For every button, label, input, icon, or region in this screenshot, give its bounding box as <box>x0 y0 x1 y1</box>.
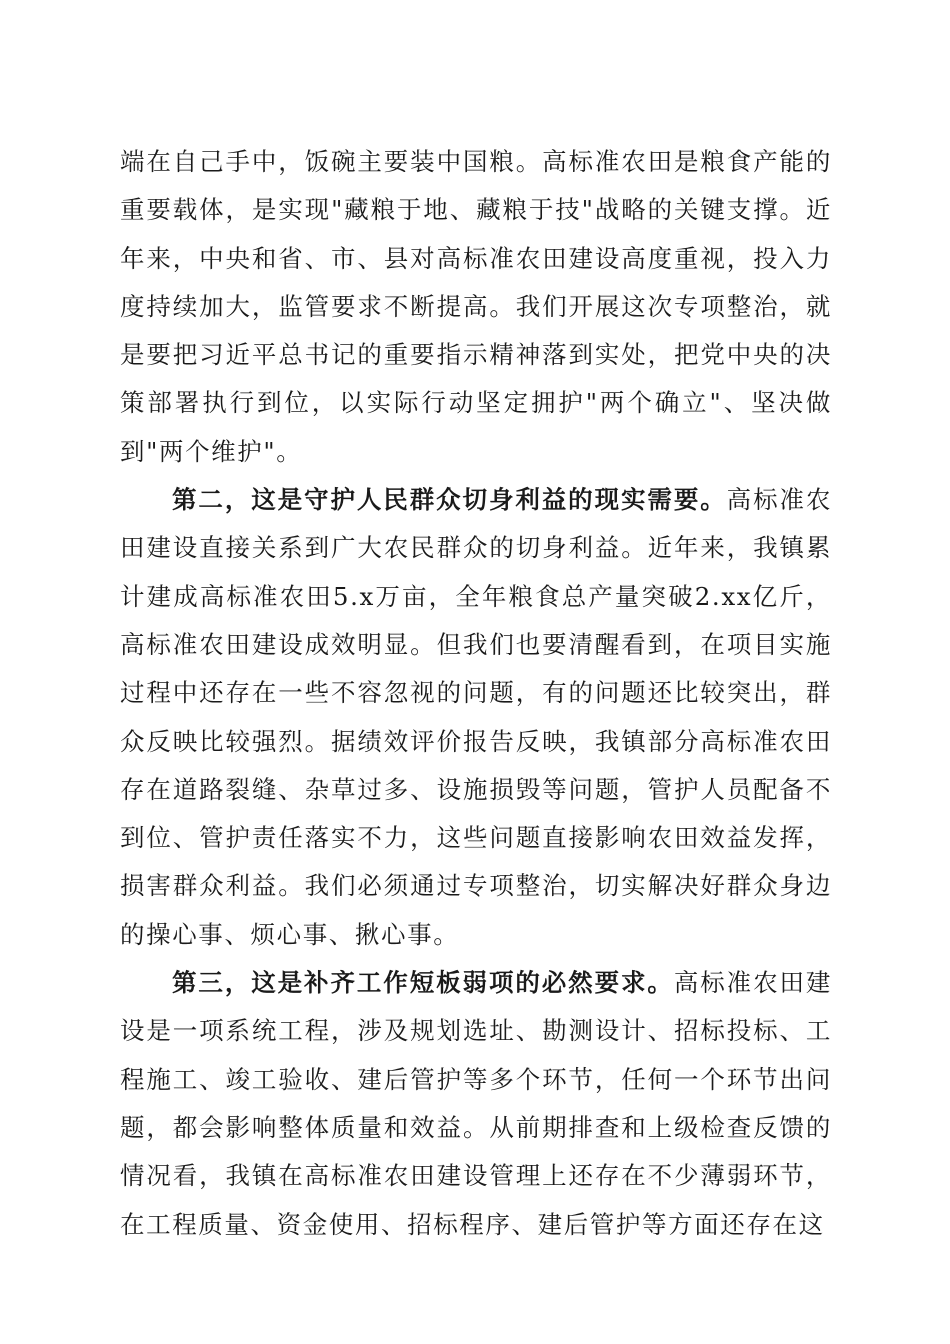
paragraph-second-point <box>120 476 832 959</box>
paragraph-continuation <box>120 138 832 476</box>
paragraph-third-point <box>120 959 832 1249</box>
paragraph-lead: 第三，这是补齐工作短板弱项的必然要求。 <box>172 968 674 998</box>
document-body <box>120 138 832 1249</box>
paragraph-text: 高标准农田建设直接关系到广大农民群众的切身利益。近年来，我镇累计建成高标准农田5.x万亩，全年粮食总产量突破2.xx亿斤，高标准农田建设成效明显。但我们也要清醒看到，在项目实施过程中还存在一些不容忽视的问题，有的问题还比较突出，群众反映比较强烈。据绩效评价报告反映，我镇部分高标准农田存在道路裂缝、杂草过多、设施损毁等问题，管护人员配备不到位、管护责任落实不力，这些问题直接影响农田效益发挥，损害群众利益。我们必须通过专项整治，切实解决好群众身边的操心事、烦心事、揪心事。 <box>120 485 832 949</box>
paragraph-lead: 第二，这是守护人民群众切身利益的现实需要。 <box>172 485 727 515</box>
paragraph-text: 高标准农田建设是一项系统工程，涉及规划选址、勘测设计、招标投标、工程施工、竣工验收、建后管护等多个环节，任何一个环节出问题，都会影响整体质量和效益。从前期排查和上级检查反馈的情况看，我镇在高标准农田建设管理上还存在不少薄弱环节，在工程质量、资金使用、招标程序、建后管护等方面还存在这 <box>120 968 832 1239</box>
paragraph-text: 端在自己手中，饭碗主要装中国粮。高标准农田是粮食产能的重要载体，是实现"藏粮于地、藏粮于技"战略的关键支撑。近年来，中央和省、市、县对高标准农田建设高度重视，投入力度持续加大，监管要求不断提高。我们开展这次专项整治，就是要把习近平总书记的重要指示精神落到实处，把党中央的决策部署执行到位，以实际行动坚定拥护"两个确立"、坚决做到"两个维护"。 <box>120 147 832 466</box>
